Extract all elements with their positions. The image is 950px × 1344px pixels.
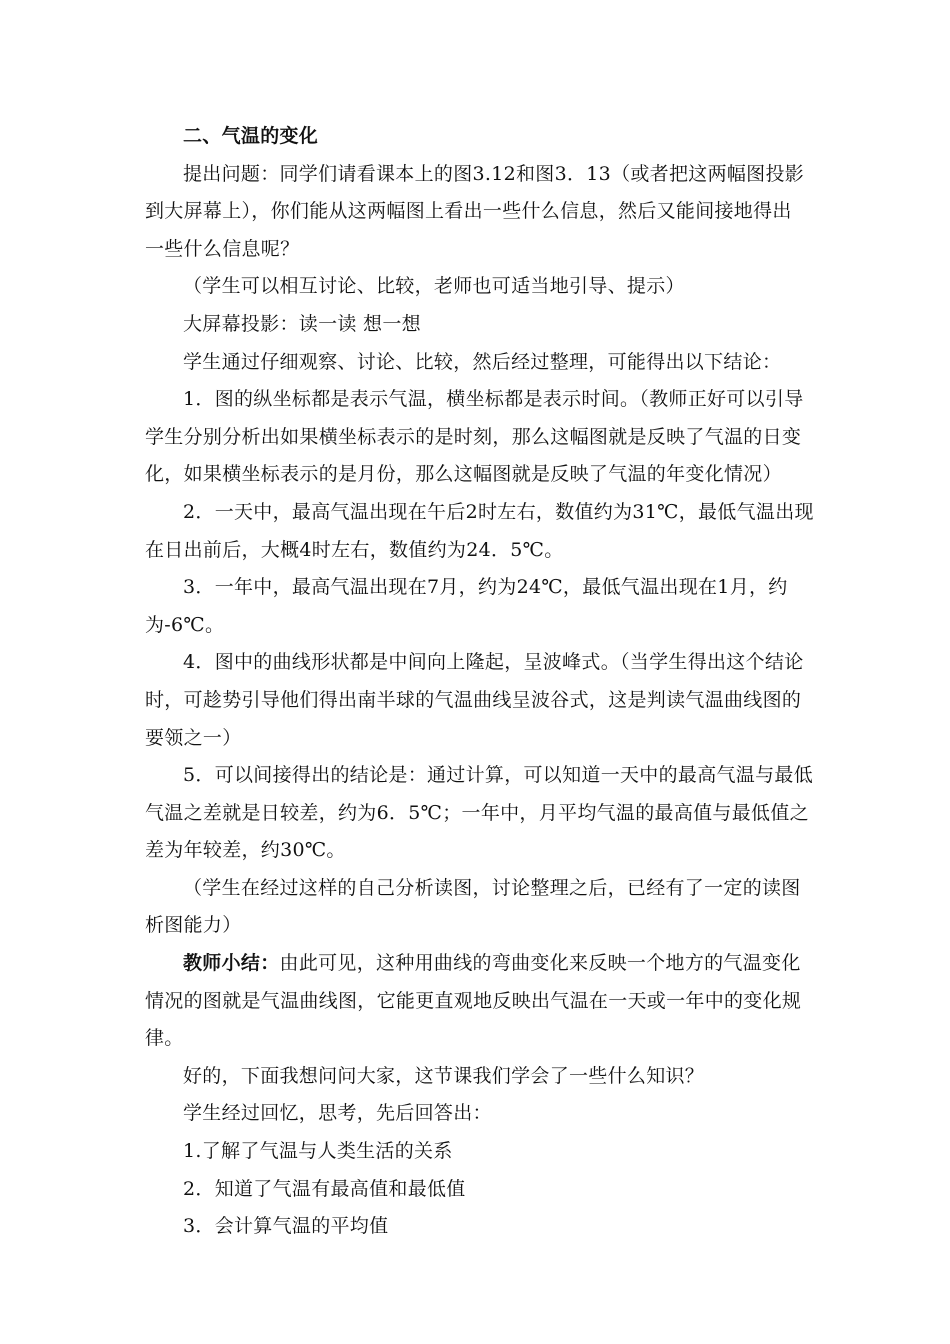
paragraph-line: 化，如果横坐标表示的是月份，那么这幅图就是反映了气温的年变化情况） [145, 463, 782, 486]
summary-text: 由此可见，这种用曲线的弯曲变化来反映一个地方的气温变化 [279, 952, 801, 975]
paragraph-line: 提出问题：同学们请看课本上的图3.12和图3．13（或者把这两幅图投影 [183, 162, 805, 185]
paragraph-line: 大屏幕投影：读一读 想一想 [183, 312, 421, 335]
paragraph-line: 一些什么信息呢？ [145, 237, 300, 260]
paragraph-line: （学生可以相互讨论、比较，老师也可适当地引导、提示） [183, 275, 685, 298]
paragraph-line: 时，可趁势引导他们得出南半球的气温曲线呈波谷式，这是判读气温曲线图的 [145, 688, 802, 711]
closing-line: 1.了解了气温与人类生活的关系 [183, 1140, 453, 1163]
paragraph-line: 差为年较差，约30℃。 [145, 839, 346, 862]
summary-line: 律。 [145, 1027, 184, 1050]
paragraph-line: 学生通过仔细观察、讨论、比较，然后经过整理，可能得出以下结论： [183, 350, 782, 373]
paragraph-line: 3．一年中，最高气温出现在7月，约为24℃，最低气温出现在1月，约 [183, 576, 788, 599]
paragraph-line: 为-6℃。 [145, 613, 225, 636]
paragraph-line: 析图能力） [145, 914, 242, 937]
paragraph-line: 在日出前后，大概4时左右，数值约为24．5℃。 [145, 538, 564, 561]
paragraph-line: 4．图中的曲线形状都是中间向上隆起，呈波峰式。（当学生得出这个结论 [183, 651, 804, 674]
closing-line: 好的，下面我想问问大家，这节课我们学会了一些什么知识？ [183, 1064, 705, 1087]
closing-line: 3．会计算气温的平均值 [183, 1215, 389, 1238]
paragraph-line: 学生分别分析出如果横坐标表示的是时刻，那么这幅图就是反映了气温的日变 [145, 425, 802, 448]
summary-line: 情况的图就是气温曲线图，它能更直观地反映出气温在一天或一年中的变化规 [145, 989, 802, 1012]
paragraph-line: 1．图的纵坐标都是表示气温，横坐标都是表示时间。（教师正好可以引导 [183, 388, 804, 411]
paragraph-line: 到大屏幕上），你们能从这两幅图上看出一些什么信息，然后又能间接地得出 [145, 200, 792, 223]
summary-label: 教师小结： [183, 952, 280, 975]
document-page [145, 118, 815, 1246]
paragraph-line: 要领之一） [145, 726, 242, 749]
paragraph-line: 2．一天中，最高气温出现在午后2时左右，数值约为31℃，最低气温出现 [183, 500, 814, 523]
paragraph-line: 5．可以间接得出的结论是：通过计算，可以知道一天中的最高气温与最低 [183, 764, 813, 787]
closing-line: 2．知道了气温有最高值和最低值 [183, 1177, 466, 1200]
summary-line [145, 945, 815, 983]
paragraph-line: 气温之差就是日较差，约为6．5℃；一年中，月平均气温的最高值与最低值之 [145, 801, 809, 824]
closing-line: 学生经过回忆，思考，先后回答出： [183, 1102, 492, 1125]
paragraph-line: （学生在经过这样的自己分析读图，讨论整理之后，已经有了一定的读图 [183, 876, 801, 899]
section-title: 二、气温的变化 [183, 125, 319, 147]
